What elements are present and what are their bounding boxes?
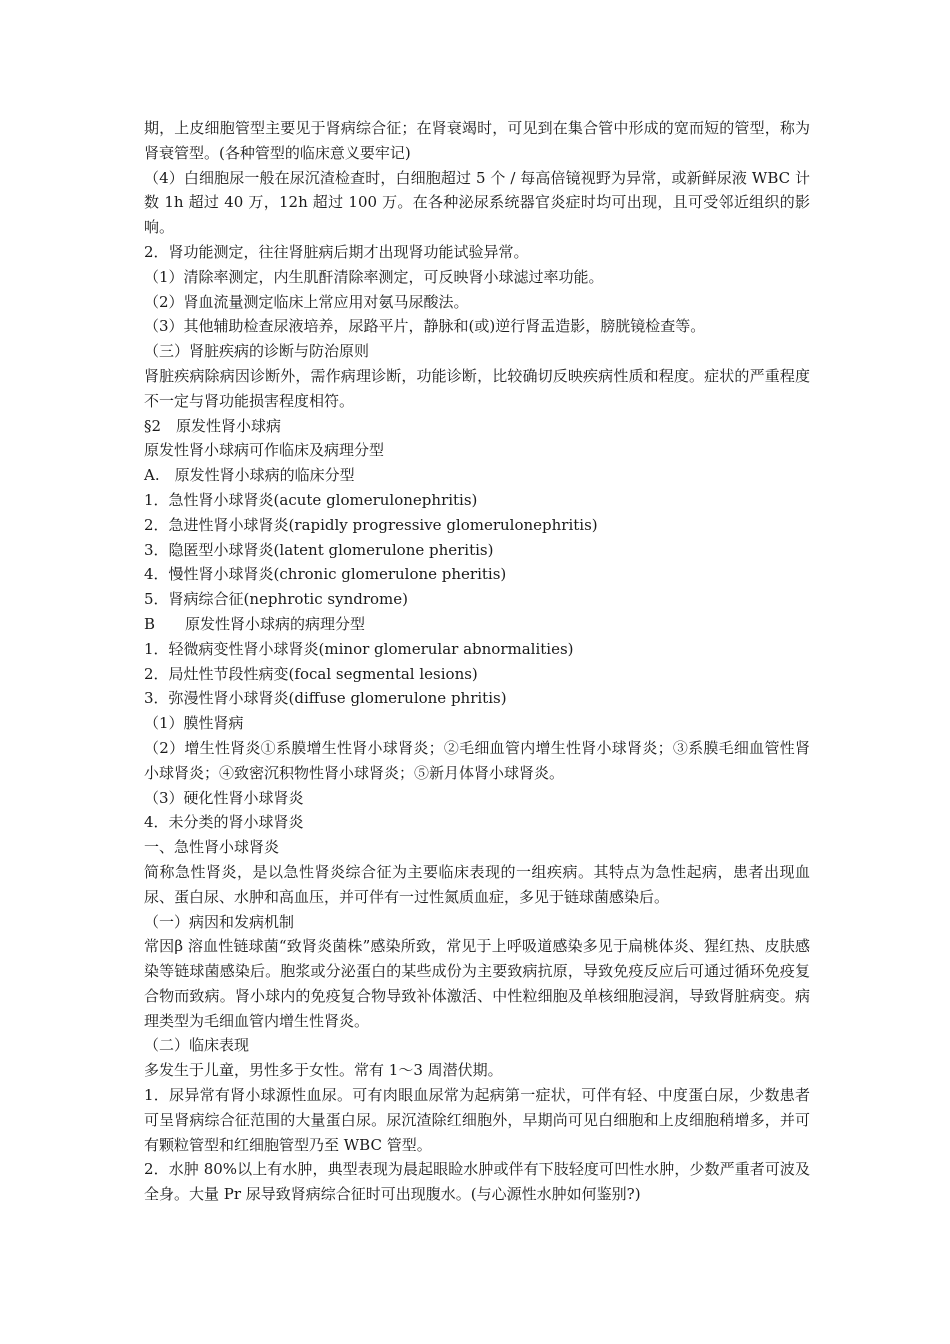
paragraph: 期，上皮细胞管型主要见于肾病综合征；在肾衰竭时，可见到在集合管中形成的宽而短的管型，称为肾衰管型。(各种管型的临床意义要牢记) (144, 119, 810, 162)
list-item: 1．急性肾小球肾炎(acute glomerulonephritis) (144, 490, 478, 509)
paragraph: 多发生于儿童，男性多于女性。常有 1～3 周潜伏期。 (144, 1061, 503, 1080)
section-heading: §2 原发性肾小球病 (144, 416, 282, 435)
list-item: 4．慢性肾小球肾炎(chronic glomerulone pheritis) (144, 565, 507, 584)
paragraph: 原发性肾小球病可作临床及病理分型 (144, 441, 385, 460)
paragraph: （1）清除率测定，内生肌酐清除率测定，可反映肾小球滤过率功能。 (144, 267, 604, 286)
list-item: 3．隐匿型小球肾炎(latent glomerulone pheritis) (144, 540, 494, 559)
paragraph: 2．水肿 80%以上有水肿，典型表现为晨起眼睑水肿或伴有下肢轻度可凹性水肿，少数严重者可波及全身。大量 Pr 尿导致肾病综合征时可出现腹水。(与心源性水肿如何鉴别?) (144, 1160, 810, 1204)
paragraph: 常因β 溶血性链球菌“致肾炎菌株”感染所致，常见于上呼吸道感染多见于扁桃体炎、猩红热、皮肤感染等链球菌感染后。胞浆或分泌蛋白的某些成份为主要致病抗原，导致免疫反应后可通过循环免疫复合物而致病。肾小球内的免疫复合物导致补体激活、中性粒细胞及单核细胞浸润，导致肾脏病变。病理类型为毛细血管内增生性肾炎。 (144, 937, 810, 1030)
list-item: （1）膜性肾病 (144, 714, 244, 733)
list-item: 1．轻微病变性肾小球肾炎(minor glomerular abnormalities) (144, 639, 574, 658)
paragraph: （3）其他辅助检查尿液培养，尿路平片，静脉和(或)逆行肾盂造影，膀胱镜检查等。 (144, 317, 706, 336)
section-heading: 一、急性肾小球肾炎 (144, 838, 280, 857)
paragraph: （2）肾血流量测定临床上常应用对氨马尿酸法。 (144, 292, 469, 311)
list-item: 4．未分类的肾小球肾炎 (144, 813, 304, 832)
list-item: 2．急进性肾小球肾炎(rapidly progressive glomerulonephritis) (144, 515, 598, 534)
section-heading: （三）肾脏疾病的诊断与防治原则 (144, 342, 370, 361)
section-heading: B 原发性肾小球病的病理分型 (144, 614, 366, 633)
list-item: 2．局灶性节段性病变(focal segmental lesions) (144, 664, 478, 683)
section-heading: （一）病因和发病机制 (144, 912, 295, 931)
section-heading: A. 原发性肾小球病的临床分型 (144, 466, 355, 485)
list-item: （3）硬化性肾小球肾炎 (144, 788, 304, 807)
paragraph: （4）白细胞尿一般在尿沉渣检查时，白细胞超过 5 个 / 每高倍镜视野为异常，或新鲜尿液 WBC 计数 1h 超过 40 万，12h 超过 100 万。在各种泌尿系统器官炎症时均可出现，且可受邻近组织的影响。 (144, 168, 810, 237)
paragraph: 1．尿异常有肾小球源性血尿。可有肉眼血尿常为起病第一症状，可伴有轻、中度蛋白尿，少数患者可呈肾病综合征范围的大量蛋白尿。尿沉渣除红细胞外，早期尚可见白细胞和上皮细胞稍增多，并可有颗粒管型和红细胞管型乃至 WBC 管型。 (144, 1086, 810, 1154)
paragraph: 简称急性肾炎，是以急性肾炎综合征为主要临床表现的一组疾病。其特点为急性起病，患者出现血尿、蛋白尿、水肿和高血压，并可伴有一过性氮质血症，多见于链球菌感染后。 (144, 862, 810, 906)
list-item: 5．肾病综合征(nephrotic syndrome) (144, 590, 408, 609)
paragraph: 肾脏疾病除病因诊断外，需作病理诊断，功能诊断，比较确切反映疾病性质和程度。症状的严重程度不一定与肾功能损害程度相符。 (144, 366, 810, 410)
paragraph: 2．肾功能测定，往往肾脏病后期才出现肾功能试验异常。 (144, 242, 529, 261)
list-item: （2）增生性肾炎①系膜增生性肾小球肾炎；②毛细血管内增生性肾小球肾炎；③系膜毛细血管性肾小球肾炎；④致密沉积物性肾小球肾炎；⑤新月体肾小球肾炎。 (144, 738, 810, 782)
document-body (144, 116, 810, 1207)
list-item: 3．弥漫性肾小球肾炎(diffuse glomerulone phritis) (144, 689, 507, 708)
section-heading: （二）临床表现 (144, 1036, 250, 1055)
